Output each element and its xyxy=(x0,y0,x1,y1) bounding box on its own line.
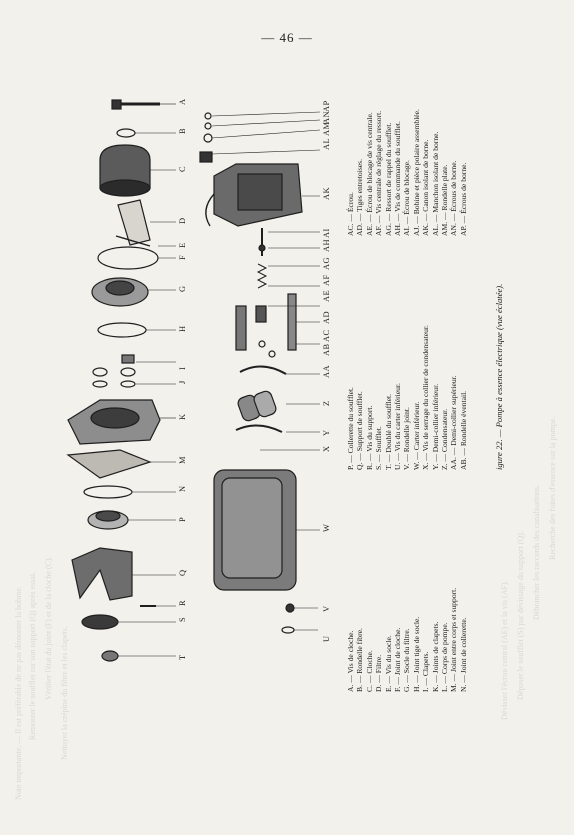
legend-item: P. — Collerette du soufflet. xyxy=(346,387,355,470)
legend-item: AM. — Rondelle plate. xyxy=(439,164,449,236)
callout-ah: AH xyxy=(322,238,331,252)
legend-column-3 xyxy=(346,16,468,236)
callout-ad: AD xyxy=(322,310,331,324)
part-f-joint xyxy=(98,247,158,269)
callout-f: F xyxy=(178,254,187,260)
callout-a: A xyxy=(178,98,187,105)
callouts-left-column xyxy=(178,90,188,660)
part-i-valves xyxy=(93,355,176,387)
legend-item: X. — Vis de serrage du collier de condensateur. xyxy=(421,325,431,470)
legend-item: AC. — Écrou. xyxy=(346,192,355,236)
legend-item: F. — Joint de cloche. xyxy=(392,627,402,692)
legend-item: V. — Rondelle joint. xyxy=(402,407,412,470)
callout-m: M xyxy=(178,456,187,464)
legend-item: AK. — Canon isolant de borne. xyxy=(421,139,431,236)
part-n-joint xyxy=(84,486,132,498)
part-an-terminal-nuts xyxy=(200,112,320,162)
part-s-bellows xyxy=(82,615,176,629)
bleed-line-5: Nettoyer la crépine du filtre et les clapets. xyxy=(60,626,69,760)
part-c-bell xyxy=(100,145,176,196)
legend-item: E. — Vis du socle. xyxy=(383,635,393,692)
legend-item: AP. — Écrous de borne. xyxy=(458,162,468,236)
page-number: — 46 — xyxy=(261,30,313,45)
bleed-line-6: Vérifier l'état du joint (F) et de la cloche (C). xyxy=(44,556,53,700)
callout-am: AM xyxy=(322,121,331,136)
legend-item: A. — Vis de cloche. xyxy=(346,630,355,692)
legend-item: AF. — Vis centrale de réglage du ressort. xyxy=(374,110,384,236)
legend-item: Z. — Condensateur. xyxy=(439,408,449,470)
legend-item: AI. — Écrou de blocage. xyxy=(402,160,412,236)
callout-p: P xyxy=(178,516,187,522)
part-t-doubler xyxy=(102,651,176,661)
callout-s: S xyxy=(178,616,187,622)
part-w-lower-casing xyxy=(214,470,320,590)
callout-g: G xyxy=(178,285,187,292)
part-p-collar xyxy=(88,511,176,529)
legend-item: G. — Socle du filtre. xyxy=(402,628,412,692)
part-h-joint xyxy=(98,323,146,337)
callout-u: U xyxy=(322,635,331,642)
callout-b: B xyxy=(178,127,187,134)
callout-v: V xyxy=(322,605,331,612)
callout-k: J xyxy=(178,380,187,384)
callout-ai: AI xyxy=(322,228,331,238)
legend-item: K. — Joints de clapets. xyxy=(430,621,440,692)
legend-item: N. — Joint de collerette. xyxy=(458,617,468,692)
part-u-screw xyxy=(282,604,318,633)
callout-ac: AC xyxy=(322,329,331,342)
callout-y: Y xyxy=(322,429,331,436)
part-b-washer xyxy=(117,129,135,137)
legend-column-1 xyxy=(346,462,468,692)
legend-item: Y. — Demi-collier inférieur. xyxy=(430,383,440,470)
callout-x: X xyxy=(322,445,331,452)
legend-item: Q. — Support de soufflet. xyxy=(355,391,365,470)
legend-column-2 xyxy=(346,230,468,470)
legend-item: U. — Vis du carter inférieur. xyxy=(392,383,402,470)
legend-item: C. — Cloche. xyxy=(364,650,374,692)
callout-j: I xyxy=(178,366,187,370)
callout-w: W xyxy=(322,523,331,532)
callout-af: AF xyxy=(322,274,331,286)
callout-l: K xyxy=(178,413,187,420)
callout-ae: AE xyxy=(322,289,331,302)
legend-item: L. — Corps de pompe. xyxy=(439,622,449,692)
part-l-pump-body xyxy=(68,400,176,444)
callout-n: N xyxy=(178,485,187,492)
figure-caption: igure 22. — Pompe à essence électrique (vue éclatée). xyxy=(494,283,504,470)
legend-item: B. — Rondelle fibre. xyxy=(355,628,365,692)
legend-item: H. — Joint tige de socle. xyxy=(411,616,421,692)
callout-al: AL xyxy=(322,137,331,150)
legend-item: AL. — Manchon isolant de borne. xyxy=(430,131,440,236)
part-ad-spacer-rods xyxy=(236,294,320,357)
legend-item: D. — Filtre. xyxy=(374,654,384,692)
callouts-right-column xyxy=(322,102,332,642)
legend-item: AE. — Écrou de blocage de vis centrale. xyxy=(364,112,374,236)
bleed-line-2: Débrancher les raccords des canalisations. xyxy=(532,484,541,620)
callout-ag: AG xyxy=(322,256,331,270)
callout-r: R xyxy=(178,599,187,606)
part-z-condenser xyxy=(236,366,320,450)
legend-item: AD. — Tiges entretoises. xyxy=(355,159,365,236)
callout-z: Z xyxy=(322,400,331,406)
callout-ab: AB xyxy=(322,343,331,356)
legend-item: W. — Carter inférieur. xyxy=(411,401,421,470)
legend-item: T. — Doublé du soufflet. xyxy=(383,393,393,470)
bleed-line-7: Remonter le soufflet sur son support (Q) après essai. xyxy=(28,571,37,740)
bleed-line-4: Dévisser l'écrou central (AE) et la vis (AF). xyxy=(500,580,509,720)
part-m-joint xyxy=(68,450,150,478)
part-q-support xyxy=(72,548,132,600)
callout-h: H xyxy=(178,325,187,332)
callout-d: D xyxy=(178,217,187,224)
callout-c: C xyxy=(178,165,187,172)
bleed-line-1: Recherche des fuites d'essence sur la pompe. xyxy=(548,416,557,560)
legend-item: M. — Joint entre corps et support. xyxy=(449,587,459,692)
legend-item: AG. — Ressort de rappel du soufflet. xyxy=(383,122,393,236)
legend-item: AB. — Rondelle éventail. xyxy=(458,390,468,470)
legend-item: AN. — Écrous de borne. xyxy=(449,160,459,236)
part-aj-coil-assembly xyxy=(206,164,320,226)
legend-item: AH. — Vis de commande du soufflet. xyxy=(392,121,402,236)
part-g-base xyxy=(92,278,176,306)
callout-ap: AP xyxy=(322,100,331,112)
callout-e: E xyxy=(178,242,187,248)
callout-an: AN xyxy=(322,110,331,124)
callout-aa: AA xyxy=(322,364,331,378)
bleed-line-3: Déposer le soufflet (S) par dévissage du support (Q). xyxy=(516,531,525,700)
callout-q: Q xyxy=(178,569,187,576)
callout-t: T xyxy=(178,654,187,660)
callout-ak: AK xyxy=(322,186,331,200)
legend-item: I. — Clapets. xyxy=(421,651,431,692)
legend-item: AJ. — Bobine et pièce polaire assemblée. xyxy=(411,109,421,236)
bleed-line-8: Note importante. — Il est préférable de ne pas démonter la bobine. xyxy=(14,586,23,800)
legend-item: S. — Soufflet. xyxy=(374,426,384,470)
part-a-screw xyxy=(112,100,176,109)
legend-item: R. — Vis du support. xyxy=(364,405,374,470)
legend-item: AA. — Demi-collier supérieur. xyxy=(449,375,459,470)
